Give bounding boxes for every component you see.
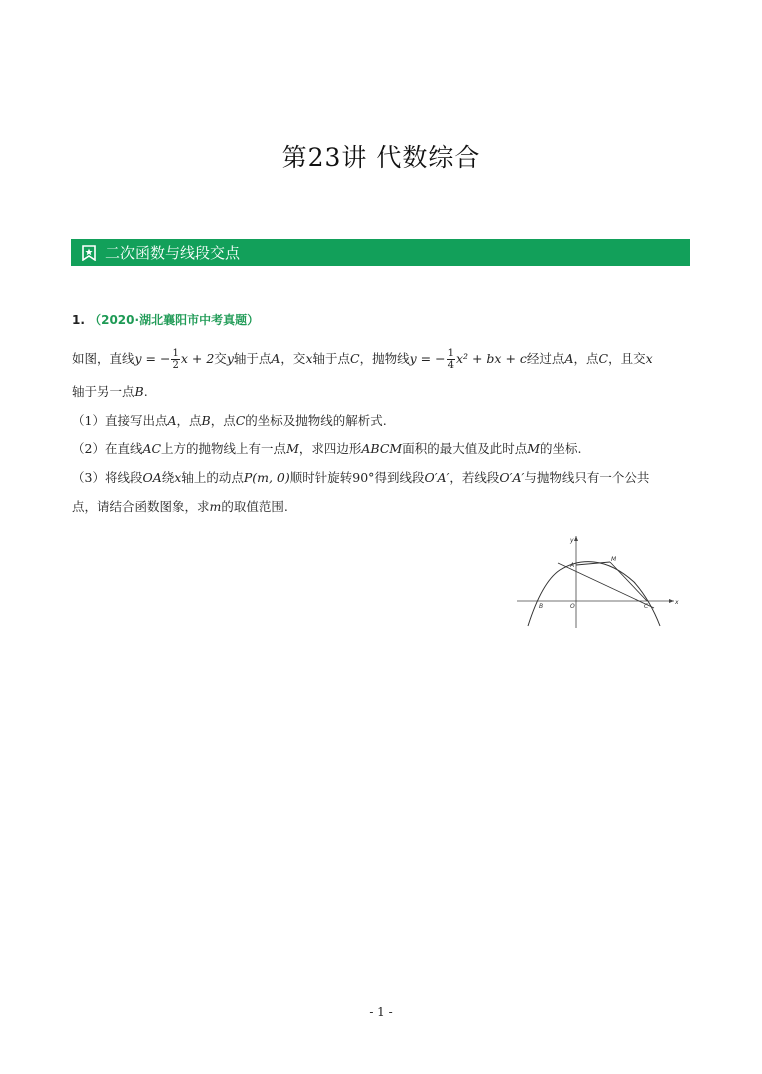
math: C bbox=[598, 351, 609, 366]
text: （3）将线段 bbox=[72, 470, 143, 485]
segment-mc bbox=[610, 562, 647, 601]
math: O′A′ bbox=[499, 470, 525, 485]
denominator: 4 bbox=[447, 360, 454, 371]
question-intro-line-1 bbox=[72, 348, 653, 371]
text: 的坐标及抛物线的解析式. bbox=[245, 413, 387, 428]
numerator: 1 bbox=[447, 348, 454, 359]
denominator: 2 bbox=[172, 360, 179, 371]
text: ，点 bbox=[210, 413, 236, 428]
math: A bbox=[271, 351, 281, 366]
fraction-half bbox=[171, 348, 179, 371]
question-part-1 bbox=[72, 411, 387, 429]
math: 90° bbox=[352, 470, 375, 485]
math: (m, 0) bbox=[252, 470, 290, 485]
numerator: 1 bbox=[172, 348, 179, 359]
text: ，若线段 bbox=[449, 470, 500, 485]
text: . bbox=[143, 384, 148, 399]
math: ABCM bbox=[361, 441, 403, 456]
page-number: - 1 - bbox=[369, 1005, 393, 1019]
text: 轴于点 bbox=[233, 351, 272, 366]
y-axis-arrow bbox=[574, 536, 578, 541]
label-y: y bbox=[570, 537, 574, 544]
math: M bbox=[527, 441, 541, 456]
text: 轴于点 bbox=[312, 351, 351, 366]
text: ，且交 bbox=[608, 351, 646, 366]
label-m: M bbox=[611, 556, 617, 563]
math: y = − bbox=[134, 351, 171, 366]
math: B bbox=[201, 413, 211, 428]
math: y = − bbox=[409, 351, 446, 366]
x-axis-arrow bbox=[669, 599, 674, 603]
question-number: 1. bbox=[72, 313, 85, 327]
text: 与抛物线只有一个公共 bbox=[524, 470, 650, 485]
section-header bbox=[71, 239, 690, 266]
math: O′A′ bbox=[424, 470, 450, 485]
text: 绕 bbox=[161, 470, 175, 485]
math: x bbox=[305, 351, 313, 366]
math: C bbox=[350, 351, 360, 366]
text: 面积的最大值及此时点 bbox=[402, 441, 528, 456]
text: 上方的抛物线上有一点 bbox=[161, 441, 287, 456]
math: y bbox=[226, 351, 234, 366]
label-b: B bbox=[539, 603, 544, 610]
math: x bbox=[174, 470, 182, 485]
text: 的坐标. bbox=[540, 441, 582, 456]
text: 顺时针旋转 bbox=[289, 470, 353, 485]
section-title: 二次函数与线段交点 bbox=[105, 244, 241, 262]
text: ，点 bbox=[176, 413, 202, 428]
text: （2）在直线 bbox=[72, 441, 143, 456]
math: A bbox=[564, 351, 574, 366]
math: P bbox=[243, 470, 253, 485]
math: OA bbox=[142, 470, 162, 485]
label-x: x bbox=[675, 599, 679, 606]
text: ，点 bbox=[573, 351, 599, 366]
math: m bbox=[209, 499, 222, 514]
math: x bbox=[645, 351, 653, 366]
fraction-quarter bbox=[447, 348, 455, 371]
text: 轴于另一点 bbox=[72, 384, 135, 399]
label-a: A bbox=[570, 562, 575, 569]
page-title: 第23讲 代数综合 bbox=[281, 143, 481, 172]
math: M bbox=[286, 441, 299, 456]
question-source: （2020·湖北襄阳市中考真题） bbox=[89, 313, 260, 327]
question-intro-line-2 bbox=[72, 382, 148, 400]
math: x² + bx + c bbox=[455, 351, 527, 366]
question-part-3-line-2 bbox=[72, 497, 288, 515]
text: ，抛物线 bbox=[359, 351, 410, 366]
text: ，交 bbox=[280, 351, 306, 366]
text: 的取值范围. bbox=[221, 499, 288, 514]
text: 轴上的动点 bbox=[181, 470, 244, 485]
text: ，求四边形 bbox=[298, 441, 362, 456]
question-part-3-line-1 bbox=[72, 468, 649, 486]
math: x + 2 bbox=[180, 351, 215, 366]
question-header bbox=[72, 311, 259, 328]
text: （1）直接写出点 bbox=[72, 413, 168, 428]
math: C bbox=[235, 413, 246, 428]
math: AC bbox=[142, 441, 162, 456]
text: 如图，直线 bbox=[72, 351, 135, 366]
question-part-2 bbox=[72, 439, 582, 457]
math: A bbox=[167, 413, 177, 428]
text: 点，请结合函数图象，求 bbox=[72, 499, 210, 514]
bookmark-star-icon bbox=[82, 245, 96, 261]
label-o: O bbox=[570, 603, 575, 610]
text: 经过点 bbox=[526, 351, 565, 366]
text: 交 bbox=[214, 351, 227, 366]
text: 得到线段 bbox=[374, 470, 425, 485]
function-graph-figure bbox=[512, 530, 687, 630]
label-c: C bbox=[644, 603, 649, 610]
math: B bbox=[134, 384, 144, 399]
